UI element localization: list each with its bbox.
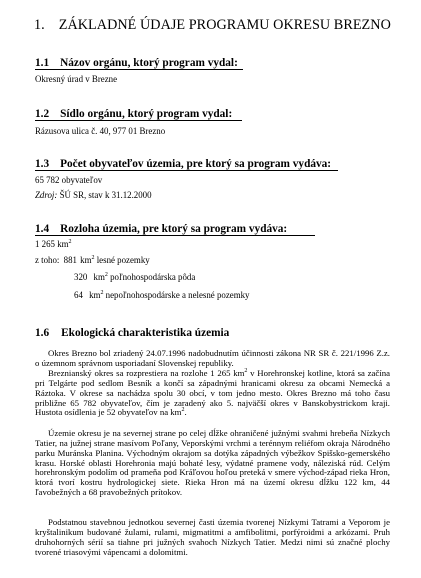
source-label: Zdroj:	[35, 190, 58, 200]
population-source	[35, 190, 152, 200]
section-number: 1.1	[35, 57, 50, 69]
paragraph-establishment: Okres Brezno bol zriadený 24.07.1996 nadobudnutím účinnosti zákona NR SR č. 221/1996 Z.z. o územnom správnom usporiadaní Slovenskej republiky.	[35, 348, 390, 368]
section-number: 1.2	[35, 108, 50, 120]
paragraph-geology: Podstatnou stavebnou jednotkou severnej časti územia tvorenej Nízkymi Tatrami a Veporom je kryštalinikum budované žulami, rulami, migmatitmi a amfibolitmi, porfýroidmi a arkózami. Pruh druhohorných sérií sa tiahne pri južných svahoch Nízkych Tatier. Medzi nimi sú značné plochy tvorené triasovými vápencami a dolomitmi.	[35, 517, 390, 557]
section-1-1-heading	[35, 57, 238, 69]
area-total-sup: 2	[68, 239, 72, 246]
superscript: 2	[181, 407, 185, 414]
section-number: 1.3	[35, 158, 50, 170]
area-unit-sup: 2	[91, 255, 95, 262]
section-number: 1.6	[35, 327, 50, 339]
source-text: ŠÚ SR, stav k 31.12.2000	[59, 190, 152, 200]
section-1-4-heading	[35, 223, 287, 235]
superscript: 2	[244, 368, 248, 375]
area-from-label: z toho:	[35, 255, 60, 265]
area-value: 64	[74, 290, 83, 300]
area-total-value: 1 265 km	[35, 239, 69, 249]
area-row-agricultural	[74, 272, 195, 282]
area-row-other	[74, 290, 250, 300]
authority-address: Rázusova ulica č. 40, 977 01 Brezno	[35, 126, 166, 136]
section-1-heading	[34, 17, 391, 34]
heading-underline	[35, 69, 243, 70]
section-title: Názov orgánu, ktorý program vydal:	[60, 57, 238, 69]
paragraph-location	[35, 369, 390, 418]
area-value: 320	[74, 272, 88, 282]
section-1-3-heading	[35, 158, 331, 170]
heading-underline	[35, 235, 315, 236]
population-value: 65 782 obyvateľov	[35, 175, 103, 185]
paragraph-geography: Územie okresu je na severnej strane po celej dĺžke ohraničené južnými svahmi hrebeňa Nízkych Tatier, na južnej strane masívom Poľany, Veporskými vrchmi a terénnym reliéfom okraja Národného parku Muránska Planina. Východným okrajom sa dotýka západných výbežkov Spišsko-gemerského krasu. Horské oblasti Horehronia majú bohaté lesy, výdatné pramene vody, náleziská rúd. Celým horehronským podolím od prameňa pod Kráľovou hoľou preteká v smere východ-západ rieka Hron, ktorá tvorí kostru hydrologickej siete. Rieka Hron má na území okresu dĺžku 122 km, 44 ľavobežných a 68 pravobežných prítokov.	[35, 428, 390, 498]
section-1-2-heading	[35, 108, 232, 120]
area-unit: km	[93, 272, 105, 282]
heading-underline	[35, 120, 242, 121]
area-unit: km	[89, 290, 101, 300]
section-title: Počet obyvateľov územia, pre ktorý sa program vydáva:	[60, 158, 332, 170]
section-1-6-heading	[35, 327, 229, 339]
area-unit-sup: 2	[104, 272, 108, 279]
area-text: lesné pozemky	[96, 255, 150, 265]
authority-name: Okresný úrad v Brezne	[35, 74, 118, 84]
paragraph-text: .	[184, 407, 187, 418]
area-value: 881	[63, 255, 77, 265]
section-number: 1.	[34, 17, 45, 33]
area-unit: km	[80, 255, 92, 265]
section-title: Sídlo orgánu, ktorý program vydal:	[60, 108, 233, 120]
area-total	[35, 239, 72, 249]
section-number: 1.4	[35, 223, 50, 235]
paragraph-text: v Horehronskej kotline, ktorá sa začína pri Telgárte pod sedlom Besník a končí sa západnými hranicami okresu za obcami Nemecká a Ráztoka. V okrese sa nachádza spolu 30 obcí, v tom jedno mesto. Okres Brezno má toho času približne 65 782 obyvateľov, čím je zaradený ako 5. najväčší okres v Banskobystrickom kraji. Hustota osídlenia je 52 obyvateľov na km	[35, 368, 390, 418]
section-title: Rozloha územia, pre ktorý sa program vydáva:	[60, 223, 288, 235]
paragraph-text: Breznianský okres sa rozprestiera na rozlohe 1 265 km	[48, 368, 245, 378]
area-row-forest	[35, 255, 150, 265]
heading-underline	[35, 170, 338, 171]
area-unit-sup: 2	[100, 290, 104, 297]
area-text: poľnohospodárska pôda	[110, 272, 196, 282]
section-title: Ekologická charakteristika územia	[61, 327, 230, 339]
section-title: ZÁKLADNÉ ÚDAJE PROGRAMU OKRESU BREZNO	[58, 17, 391, 33]
area-text: nepoľnohospodárske a nelesné pozemky	[105, 290, 250, 300]
